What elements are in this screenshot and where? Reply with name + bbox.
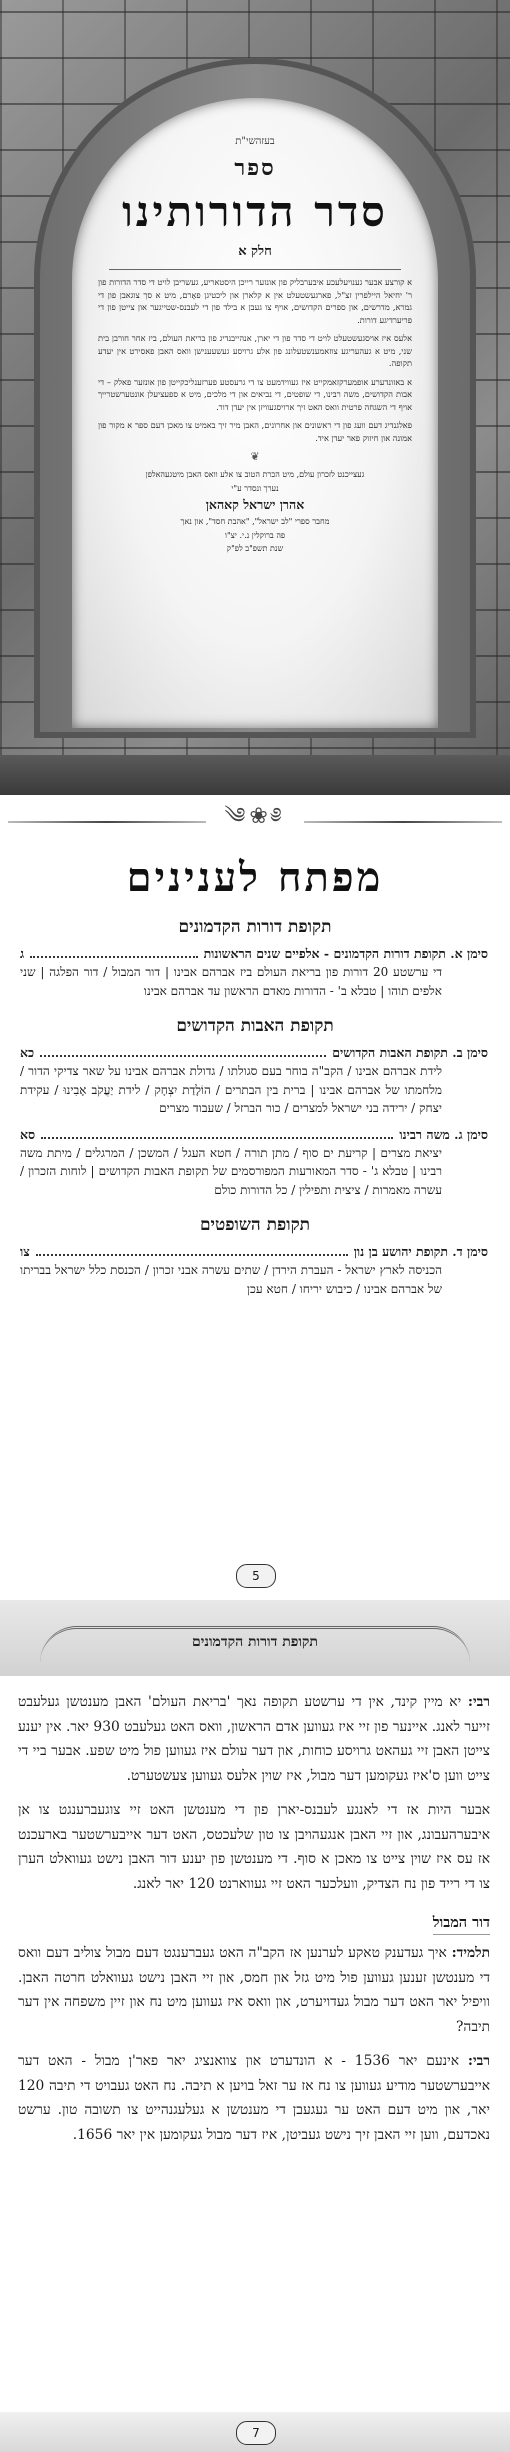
stone-floor (0, 755, 510, 795)
intro-paragraph-1: א קורצע אבער גענויעלעכע איבערבליק פון אונזער רייכן היסטאריע, געשריבן לויט די סדר הדורות פון ר' יחיאל היילפרין זצ"ל, פארגעשטעלט אין א קלארן און ליכטיגן פאָרם, מיט א סך צוגאבן פון די גמרא, מדרשים, און ספרים הקדושים, אויף צו געבן א בילד פון די לעבנס-שטייגער און צייטן פון די פריערדיגע דורות. (98, 277, 412, 325)
page-number: 7 (236, 2421, 276, 2445)
toc-section-title: תקופת דורות הקדמונים (178, 917, 332, 937)
paragraph-text: יא מיין קינד, אין די ערשטע תקופה נאך 'בריאת העולם' האבן מענטשן געלעבט זייער לאנג. איינער פון זיי איז געווען אדם הראשון, וואס האט געלעבט 930 יאר. אין יענע צייטן האבן זיי געהאט גרויסע כוחות, און דער עולם איז געווען פול מיט שפע. אבער ביי די צייט ווען ס'איז געקומען דער מבול, איז שוין אלעס געווען צעשטערט. (18, 1694, 490, 1784)
leader-dots (40, 1044, 326, 1057)
toc-page-ref: סא (20, 1126, 36, 1142)
toc-entry[interactable] (20, 1126, 488, 1200)
author-prefix: נערך ונסדר ע"י (231, 483, 279, 493)
toc-entry-body: לידת אברהם אבינו / הקב"ה בוחר בעם סגולתו / גדולת אברהם אבינו על שאר צדיקי הדור / מלחמתו של אברהם אבינו | ברית בין הבתרים / הוֹלָדַת יִצְחָק / לידת יַעֲקֹב אָבִינוּ / עקידת יצחק / ירידה בני ישראל למצרים / כור הברזל / שעבוד מצרים (20, 1064, 442, 1115)
volume-label: חלק א (238, 244, 272, 259)
title-panel (72, 98, 438, 728)
publication-year: שנת תשפ"ב לפ"ק (226, 544, 284, 553)
speaker-label: תלמיד: (451, 1945, 490, 1961)
toc-entry-body: די ערשטע 20 דורות פון בריאת העולם ביז אברהם אבינו | דור המבול / דור הפלגה | שני אלפים תוהו | טבלא ב' - הדורות מאדם הראשון עד אברהם אבינו (20, 965, 442, 998)
flourish-icon: ❦ (250, 450, 260, 463)
running-header (0, 1600, 510, 1676)
intro-paragraph-4: פאלגנדיג דעם וועג פון די ראשונים און אחרונים, האבן מיר זיך באמיט צו מאכן דעם ספר א מקור פון אמונה און חיזוק פאר יעדן איד. (98, 420, 412, 443)
toc-entry-head (20, 1044, 488, 1062)
toc-page-ref: צו (20, 1244, 30, 1259)
dedication-note: געצייכנט לזכרון עולם, מיט הכרת הטוב צו אלע וואס האבן מיטגעהאלפן (145, 470, 365, 479)
book-title: סדר הדורותינו (122, 187, 388, 236)
author-name: אהרן ישראל קאהאן (205, 497, 305, 512)
scroll-ornament-icon: ༄❀༅ (224, 804, 286, 829)
toc-entry-head (20, 1243, 488, 1261)
intro-paragraph-2: אלעס איז אויסגעשטעלט לויט די סדר פון די יארן, אנהייבנדיג פון בריאת העולם, ביז אחר חורבן בית שני, מיט א געהעריגע צוזאמענשטעלונג פון אלע גרויסע געשעענישן וואס האבן פאסירט אין יעדע תקופה. (98, 333, 412, 368)
toc-page-ref: ג (20, 946, 25, 961)
main-text (0, 1690, 510, 2157)
toc-entry-label: סימן ד. תקופת יהושע בן נון (353, 1244, 488, 1259)
ornament-band (0, 800, 510, 844)
leader-dots (30, 945, 197, 958)
toc-section-title: תקופת השופטים (199, 1215, 311, 1235)
page-number: 5 (236, 1564, 276, 1588)
toc-entry-body: יציאת מצרים | קריעת ים סוף / מתן תורה / חטא העגל / המשכן / המרגלים / מיתת משה רבינו | טבלא ג' - סדר המאורעות המפורסמים של תקופת האבות הקדושים | לוחות הזכרון / עשרה מאמרות / ציצית ותפילין / כל הדורות כולם (20, 1145, 442, 1197)
toc-entry-head (20, 1126, 488, 1144)
publication-place: פה ברוקלין נ.י. יצ"ו (224, 530, 286, 540)
toc-entry-label: סימן ב. תקופת האבות הקדושים (332, 1045, 488, 1060)
table-of-contents (0, 840, 510, 1298)
toc-entry-label: סימן א. תקופת דורות הקדמונים - אלפיים שנים הראשונות (203, 946, 488, 961)
speaker-label: רבי: (467, 2053, 491, 2069)
paragraph (18, 1690, 490, 1788)
toc-title: מפתח לענינים (126, 854, 384, 901)
section-subheading: דור המבול (433, 1914, 490, 1935)
sefer-label: ספר (234, 155, 276, 181)
ornament-line (8, 821, 206, 823)
toc-entry[interactable] (20, 1044, 488, 1118)
ornament-line (304, 821, 502, 823)
paragraph-text: אינעם יאר 1536 - א הונדערט און צוואנציג יאר פאר'ן מבול - האט דער אייבערשטער מודיע געווען צו נח אז ער זאל בויען א תיבה. נח האט געבויט די תיבה 120 יאר, און מיט דעם האט ער געגעבן די מענטשן א געלעגנהייט צו תשובה טון. ערשט נאכדעם, ווען זיי האבן זיך נישט געביטן, איז דער מבול געקומען אין יאר 1656. (18, 2053, 490, 2143)
toc-entry[interactable] (20, 1243, 488, 1298)
toc-entry[interactable] (20, 945, 488, 1000)
toc-section-title: תקופת האבות הקדושים (176, 1016, 334, 1036)
toc-entry-head (20, 945, 488, 963)
cover-page (0, 0, 510, 795)
leader-dots (41, 1126, 393, 1139)
running-header-title: תקופת דורות הקדמונים (192, 1634, 318, 1650)
divider (109, 269, 402, 270)
speaker-label: רבי: (467, 1694, 491, 1710)
toc-entry-label: סימן ג. משה רבינו (399, 1126, 488, 1142)
paragraph-text: איך געדענק טאקע לערנען אז הקב"ה האט געברענגט דעם מבול צוליב דעם וואס די מענטשן זענען געווען פול מיט גזל און חמס, און זיי האבן נישט געוואלט חרטה האבן. וויפיל יאר האט דער מבול געדויערט, און וואס איז געווען מיט נח און זיין משפחה אין דער תיבה? (18, 1945, 490, 2035)
toc-page-ref: כא (20, 1045, 35, 1060)
approbation-header: בעזהשי"ת (235, 136, 275, 147)
leader-dots (36, 1243, 348, 1256)
paragraph (18, 1798, 490, 1896)
author-works: מחבר ספרי "לב ישראל", "אהבת חסד", און נאך (180, 517, 330, 526)
intro-paragraph-3: א באזונדערע אופמערקזאמקייט איז געווידמעט צו די גרעסטע פערזענליכקייטן פון אונזער פאלק – די אבות הקדושים, משה רבינו, די שופטים, די נביאים און די מלכים, מיט א ספעציעלן אונטערשטרייך אויף די השגחה פרטית וואס האט זיך ארויסגעוויזן אין יעדן דור. (98, 376, 412, 412)
paragraph (18, 1941, 490, 2039)
paragraph (18, 2049, 490, 2147)
paragraph-text: אבער היות אז די לאנגע לעבנס-יארן פון די מענטשן האט זיי צוגעברענגט צו אן איבערהעבונג, און זיי האבן אנגעהויבן צו טון שלעכטס, האט דער אייבערשטער בארעכנט אז עס איז שוין צייט צו מאכן א סוף. די מענטשן פון יענע דור האבן נישט געוואלט הערן צו די רייד פון נח הצדיק, וועלכער האט זיי געווארנט 120 יאר לאנג. (18, 1802, 490, 1892)
toc-entry-body: הכניסה לארץ ישראל - העברת הירדן / שתים עשרה אבני זכרון / הכנסת כלל ישראל בבריתו של אברהם אבינו / כיבוש יריחו / חטא עכן (20, 1263, 442, 1296)
